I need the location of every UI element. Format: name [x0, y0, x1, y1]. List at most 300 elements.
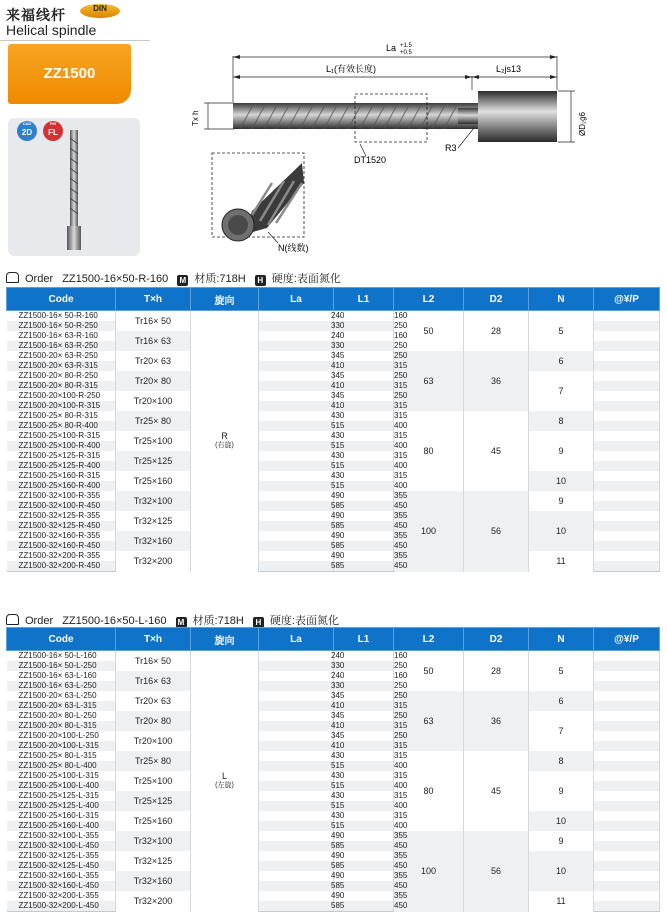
la-cell: 490 — [259, 831, 334, 841]
la-cell: 490 — [259, 531, 334, 541]
la-cell: 410 — [259, 721, 334, 731]
technical-drawing — [190, 36, 610, 256]
order-example: ZZ1500-16×50-L-160 — [62, 615, 167, 627]
code-cell: ZZ1500-32×200-R-355 — [7, 551, 116, 561]
code-cell: ZZ1500-25×125-R-315 — [7, 451, 116, 461]
code-cell: ZZ1500-20× 80-R-250 — [7, 371, 116, 381]
price-cell — [594, 441, 660, 451]
code-cell: ZZ1500-25×160-L-315 — [7, 811, 116, 821]
la-cell: 515 — [259, 421, 334, 431]
l1-cell: 160 — [334, 311, 394, 322]
d2-cell: 28 — [464, 651, 529, 692]
badge-fl-icon: FIN FL — [43, 121, 63, 141]
price-cell — [594, 771, 660, 781]
l1-cell: 400 — [334, 801, 394, 811]
price-cell — [594, 751, 660, 761]
l1-cell: 355 — [334, 831, 394, 841]
table-row — [7, 511, 660, 521]
price-cell — [594, 651, 660, 662]
code-cell: ZZ1500-20× 63-R-315 — [7, 361, 116, 371]
l1-cell: 315 — [334, 431, 394, 441]
table-row — [7, 411, 660, 421]
txh-cell: Tr20× 63 — [116, 691, 191, 711]
phone-icon — [6, 614, 19, 625]
order-example: ZZ1500-16×50-R-160 — [62, 273, 169, 285]
code-cell: ZZ1500-25× 80-R-315 — [7, 411, 116, 421]
l1-cell: 250 — [334, 681, 394, 691]
column-header: L1 — [334, 628, 394, 651]
l1-cell: 250 — [334, 731, 394, 741]
price-cell — [594, 871, 660, 881]
txh-cell: Tr20× 80 — [116, 711, 191, 731]
n-cell: 6 — [529, 351, 594, 371]
dim-la: La — [386, 43, 397, 53]
la-cell: 240 — [259, 311, 334, 322]
code-cell: ZZ1500-32×125-L-450 — [7, 861, 116, 871]
n-cell: 7 — [529, 371, 594, 411]
code-cell: ZZ1500-32×125-R-355 — [7, 511, 116, 521]
column-header: @¥/P — [594, 288, 660, 311]
la-cell: 490 — [259, 551, 334, 561]
la-cell: 585 — [259, 521, 334, 531]
hardness-icon: H — [253, 617, 264, 628]
price-cell — [594, 501, 660, 511]
l1-cell: 355 — [334, 491, 394, 501]
l1-cell: 250 — [334, 321, 394, 331]
la-cell: 240 — [259, 651, 334, 662]
n-cell: 11 — [529, 551, 594, 572]
order-label: Order — [25, 615, 54, 627]
price-cell — [594, 431, 660, 441]
txh-cell: Tr20×100 — [116, 731, 191, 751]
table-row — [7, 851, 660, 861]
la-cell: 345 — [259, 691, 334, 701]
la-cell: 240 — [259, 671, 334, 681]
column-header: L2 — [394, 288, 464, 311]
code-cell: ZZ1500-25× 80-L-315 — [7, 751, 116, 761]
code-cell: ZZ1500-16× 63-L-250 — [7, 681, 116, 691]
code-cell: ZZ1500-25× 80-R-400 — [7, 421, 116, 431]
l1-cell: 450 — [334, 861, 394, 871]
la-cell: 240 — [259, 331, 334, 341]
price-cell — [594, 691, 660, 701]
txh-cell: Tr32×160 — [116, 871, 191, 891]
code-cell: ZZ1500-25×100-R-400 — [7, 441, 116, 451]
txh-cell: Tr16× 63 — [116, 671, 191, 691]
n-cell: 11 — [529, 891, 594, 912]
code-cell: ZZ1500-20× 63-L-250 — [7, 691, 116, 701]
code-cell: ZZ1500-20× 80-L-250 — [7, 711, 116, 721]
material-icon: M — [177, 275, 188, 286]
code-cell: ZZ1500-16× 63-R-250 — [7, 341, 116, 351]
label-r3: R3 — [445, 143, 457, 153]
la-cell: 490 — [259, 891, 334, 901]
n-cell: 7 — [529, 711, 594, 751]
column-header: D2 — [464, 288, 529, 311]
code-cell: ZZ1500-20×100-L-315 — [7, 741, 116, 751]
column-header: L1 — [334, 288, 394, 311]
column-header: 旋向 — [191, 628, 259, 651]
column-header: 旋向 — [191, 288, 259, 311]
code-cell: ZZ1500-25×160-L-400 — [7, 821, 116, 831]
price-cell — [594, 461, 660, 471]
txh-cell: Tr20× 63 — [116, 351, 191, 371]
l1-cell: 315 — [334, 361, 394, 371]
la-cell: 585 — [259, 861, 334, 871]
l2-cell: 50 — [394, 651, 464, 692]
header-row — [7, 288, 660, 311]
txh-cell: Tr32×100 — [116, 831, 191, 851]
direction-cell — [191, 651, 259, 912]
la-cell: 585 — [259, 541, 334, 551]
l1-cell: 450 — [334, 901, 394, 912]
price-cell — [594, 901, 660, 912]
price-cell — [594, 831, 660, 841]
price-cell — [594, 381, 660, 391]
l1-cell: 250 — [334, 371, 394, 381]
price-cell — [594, 761, 660, 771]
price-cell — [594, 341, 660, 351]
direction-cn: (左旋) — [215, 782, 234, 790]
order-line-right — [6, 270, 347, 286]
la-cell: 430 — [259, 411, 334, 421]
din-badge: DIN — [80, 4, 120, 18]
la-cell: 515 — [259, 801, 334, 811]
la-cell: 490 — [259, 511, 334, 521]
code-cell: ZZ1500-32×125-L-355 — [7, 851, 116, 861]
l2-cell: 50 — [394, 311, 464, 352]
code-cell: ZZ1500-32×200-L-450 — [7, 901, 116, 912]
code-cell: ZZ1500-32×125-R-450 — [7, 521, 116, 531]
code-cell: ZZ1500-25× 80-L-400 — [7, 761, 116, 771]
l1-cell: 400 — [334, 781, 394, 791]
l1-cell: 355 — [334, 871, 394, 881]
la-cell: 515 — [259, 461, 334, 471]
l1-cell: 315 — [334, 721, 394, 731]
d2-cell: 45 — [464, 411, 529, 491]
code-cell: ZZ1500-16× 63-R-160 — [7, 331, 116, 341]
la-cell: 490 — [259, 871, 334, 881]
material-icon: M — [176, 617, 187, 628]
txh-cell: Tr32×125 — [116, 511, 191, 531]
l1-cell: 400 — [334, 421, 394, 431]
price-cell — [594, 361, 660, 371]
txh-cell: Tr25×100 — [116, 771, 191, 791]
l1-cell: 355 — [334, 851, 394, 861]
l1-cell: 160 — [334, 331, 394, 341]
la-cell: 430 — [259, 451, 334, 461]
price-cell — [594, 801, 660, 811]
code-cell: ZZ1500-25×100-L-400 — [7, 781, 116, 791]
code-cell: ZZ1500-32×200-R-450 — [7, 561, 116, 572]
la-cell: 430 — [259, 771, 334, 781]
l2-cell: 63 — [394, 691, 464, 751]
n-cell: 9 — [529, 491, 594, 511]
code-cell: ZZ1500-32×160-R-355 — [7, 531, 116, 541]
txh-cell: Tr25×125 — [116, 451, 191, 471]
direction-cell — [191, 311, 259, 572]
n-cell: 10 — [529, 471, 594, 491]
price-cell — [594, 471, 660, 481]
n-cell: 5 — [529, 311, 594, 352]
d2-cell: 45 — [464, 751, 529, 831]
l1-cell: 315 — [334, 811, 394, 821]
price-cell — [594, 391, 660, 401]
badge-2d-icon: CAD 2D — [17, 121, 37, 141]
material-text: 材质:718H — [194, 273, 246, 285]
code-cell: ZZ1500-25×100-R-315 — [7, 431, 116, 441]
n-cell: 10 — [529, 851, 594, 891]
txh-cell: Tr16× 50 — [116, 311, 191, 332]
l1-cell: 315 — [334, 471, 394, 481]
la-cell: 345 — [259, 711, 334, 721]
l1-cell: 250 — [334, 351, 394, 361]
column-header: Code — [7, 628, 116, 651]
l1-cell: 315 — [334, 771, 394, 781]
price-cell — [594, 731, 660, 741]
la-cell: 515 — [259, 481, 334, 491]
price-cell — [594, 371, 660, 381]
table-row — [7, 431, 660, 441]
direction-value: L — [221, 771, 227, 782]
price-cell — [594, 551, 660, 561]
dim-txh: Tx h — [191, 110, 200, 126]
n-cell: 8 — [529, 411, 594, 431]
code-cell: ZZ1500-32×160-R-450 — [7, 541, 116, 551]
price-cell — [594, 451, 660, 461]
code-cell: ZZ1500-25×160-R-315 — [7, 471, 116, 481]
code-cell: ZZ1500-16× 50-L-160 — [7, 651, 116, 662]
price-cell — [594, 701, 660, 711]
price-cell — [594, 421, 660, 431]
la-cell: 330 — [259, 341, 334, 351]
column-header: D2 — [464, 628, 529, 651]
l1-cell: 250 — [334, 711, 394, 721]
la-cell: 515 — [259, 761, 334, 771]
table-row — [7, 771, 660, 781]
l1-cell: 400 — [334, 461, 394, 471]
table-row — [7, 471, 660, 481]
price-cell — [594, 401, 660, 411]
la-cell: 330 — [259, 681, 334, 691]
material-text: 材质:718H — [192, 615, 244, 627]
direction-cn: (右旋) — [215, 442, 234, 450]
la-cell: 410 — [259, 401, 334, 411]
l1-cell: 315 — [334, 381, 394, 391]
l1-cell: 355 — [334, 531, 394, 541]
price-cell — [594, 311, 660, 322]
l1-cell: 355 — [334, 511, 394, 521]
l1-cell: 250 — [334, 691, 394, 701]
la-cell: 430 — [259, 431, 334, 441]
l2-cell: 100 — [394, 831, 464, 912]
la-cell: 345 — [259, 351, 334, 361]
price-cell — [594, 481, 660, 491]
txh-cell: Tr16× 63 — [116, 331, 191, 351]
txh-cell: Tr16× 50 — [116, 651, 191, 672]
l1-cell: 315 — [334, 701, 394, 711]
table-row — [7, 371, 660, 381]
l1-cell: 160 — [334, 651, 394, 662]
l1-cell: 315 — [334, 751, 394, 761]
spindle-head — [478, 91, 557, 142]
spec-table-left-hand — [6, 627, 660, 912]
la-cell: 585 — [259, 501, 334, 511]
n-cell: 9 — [529, 771, 594, 811]
table-row — [7, 711, 660, 721]
la-cell: 330 — [259, 321, 334, 331]
hardness-text: 硬度:表面氮化 — [271, 273, 341, 285]
price-cell — [594, 521, 660, 531]
la-cell: 490 — [259, 851, 334, 861]
price-cell — [594, 711, 660, 721]
table-row — [7, 831, 660, 841]
column-header: Code — [7, 288, 116, 311]
la-cell: 430 — [259, 811, 334, 821]
l2-cell: 80 — [394, 751, 464, 831]
n-cell: 9 — [529, 831, 594, 851]
n-cell: 10 — [529, 511, 594, 551]
la-cell: 345 — [259, 731, 334, 741]
label-dt: DT1520 — [354, 155, 387, 165]
column-header: N — [529, 288, 594, 311]
l1-cell: 315 — [334, 741, 394, 751]
txh-cell: Tr20×100 — [116, 391, 191, 411]
d2-cell: 28 — [464, 311, 529, 352]
n-cell: 6 — [529, 691, 594, 711]
la-cell: 430 — [259, 791, 334, 801]
title-cn: 来福线杆 — [6, 7, 66, 23]
price-cell — [594, 741, 660, 751]
code-cell: ZZ1500-25×100-L-315 — [7, 771, 116, 781]
code-cell: ZZ1500-20× 80-R-315 — [7, 381, 116, 391]
txh-cell: Tr25×160 — [116, 811, 191, 831]
price-cell — [594, 531, 660, 541]
column-header: T×h — [116, 288, 191, 311]
l2-cell: 80 — [394, 411, 464, 491]
dim-l2: L₂js13 — [496, 64, 522, 74]
price-cell — [594, 791, 660, 801]
model-tab: ZZ1500 — [8, 44, 131, 104]
code-cell: ZZ1500-25×160-R-400 — [7, 481, 116, 491]
price-cell — [594, 891, 660, 901]
la-cell: 490 — [259, 491, 334, 501]
txh-cell: Tr32×100 — [116, 491, 191, 511]
code-cell: ZZ1500-16× 50-R-250 — [7, 321, 116, 331]
la-cell: 585 — [259, 561, 334, 572]
hardness-icon: H — [255, 275, 266, 286]
n-cell: 9 — [529, 431, 594, 471]
code-cell: ZZ1500-25×125-R-400 — [7, 461, 116, 471]
price-cell — [594, 351, 660, 361]
code-cell: ZZ1500-32×100-L-450 — [7, 841, 116, 851]
price-cell — [594, 671, 660, 681]
la-cell: 345 — [259, 391, 334, 401]
price-cell — [594, 661, 660, 671]
la-cell: 430 — [259, 471, 334, 481]
code-cell: ZZ1500-32×100-R-450 — [7, 501, 116, 511]
price-cell — [594, 881, 660, 891]
code-cell: ZZ1500-20×100-L-250 — [7, 731, 116, 741]
n-cell: 10 — [529, 811, 594, 831]
d2-cell: 36 — [464, 351, 529, 411]
d2-cell: 56 — [464, 491, 529, 572]
column-header: @¥/P — [594, 628, 660, 651]
l1-cell: 400 — [334, 761, 394, 771]
n-cell: 8 — [529, 751, 594, 771]
l1-cell: 450 — [334, 841, 394, 851]
direction-value: R — [221, 431, 228, 442]
la-cell: 430 — [259, 751, 334, 761]
code-cell: ZZ1500-25×125-L-315 — [7, 791, 116, 801]
code-cell: ZZ1500-20×100-R-315 — [7, 401, 116, 411]
code-cell: ZZ1500-32×160-L-450 — [7, 881, 116, 891]
table-row — [7, 351, 660, 361]
txh-cell: Tr25× 80 — [116, 751, 191, 771]
l1-cell: 315 — [334, 791, 394, 801]
txh-cell: Tr25×125 — [116, 791, 191, 811]
title-en: Helical spindle — [6, 22, 97, 38]
dim-l1: L₁(有效长度) — [326, 64, 377, 74]
price-cell — [594, 511, 660, 521]
l1-cell: 315 — [334, 451, 394, 461]
l1-cell: 400 — [334, 821, 394, 831]
dim-la-tol-lower: +0.5 — [400, 50, 412, 56]
la-cell: 410 — [259, 741, 334, 751]
l1-cell: 315 — [334, 401, 394, 411]
order-line-left — [6, 612, 345, 628]
code-cell: ZZ1500-32×200-L-355 — [7, 891, 116, 901]
price-cell — [594, 851, 660, 861]
dim-d2: ØD₂g6 — [578, 111, 587, 136]
l1-cell: 315 — [334, 411, 394, 421]
code-cell: ZZ1500-16× 50-R-160 — [7, 311, 116, 322]
code-cell: ZZ1500-16× 50-L-250 — [7, 661, 116, 671]
header-row — [7, 628, 660, 651]
la-cell: 585 — [259, 901, 334, 912]
price-cell — [594, 331, 660, 341]
la-cell: 410 — [259, 381, 334, 391]
la-cell: 515 — [259, 441, 334, 451]
code-cell: ZZ1500-32×160-L-355 — [7, 871, 116, 881]
l1-cell: 450 — [334, 561, 394, 572]
price-cell — [594, 411, 660, 421]
code-cell: ZZ1500-16× 63-L-160 — [7, 671, 116, 681]
table-row — [7, 651, 660, 662]
column-header: La — [259, 288, 334, 311]
code-cell: ZZ1500-20× 63-R-250 — [7, 351, 116, 361]
table-row — [7, 811, 660, 821]
la-cell: 585 — [259, 881, 334, 891]
column-header: La — [259, 628, 334, 651]
code-cell: ZZ1500-20×100-R-250 — [7, 391, 116, 401]
l1-cell: 400 — [334, 441, 394, 451]
la-cell: 515 — [259, 821, 334, 831]
price-cell — [594, 821, 660, 831]
l1-cell: 400 — [334, 481, 394, 491]
l1-cell: 355 — [334, 551, 394, 561]
title-divider — [0, 40, 150, 41]
spec-table-right-hand — [6, 287, 660, 572]
table-row — [7, 751, 660, 761]
price-cell — [594, 781, 660, 791]
txh-cell: Tr32×160 — [116, 531, 191, 551]
n-cell: 5 — [529, 651, 594, 692]
txh-cell: Tr25×100 — [116, 431, 191, 451]
la-cell: 345 — [259, 371, 334, 381]
price-cell — [594, 861, 660, 871]
code-cell: ZZ1500-32×100-R-355 — [7, 491, 116, 501]
